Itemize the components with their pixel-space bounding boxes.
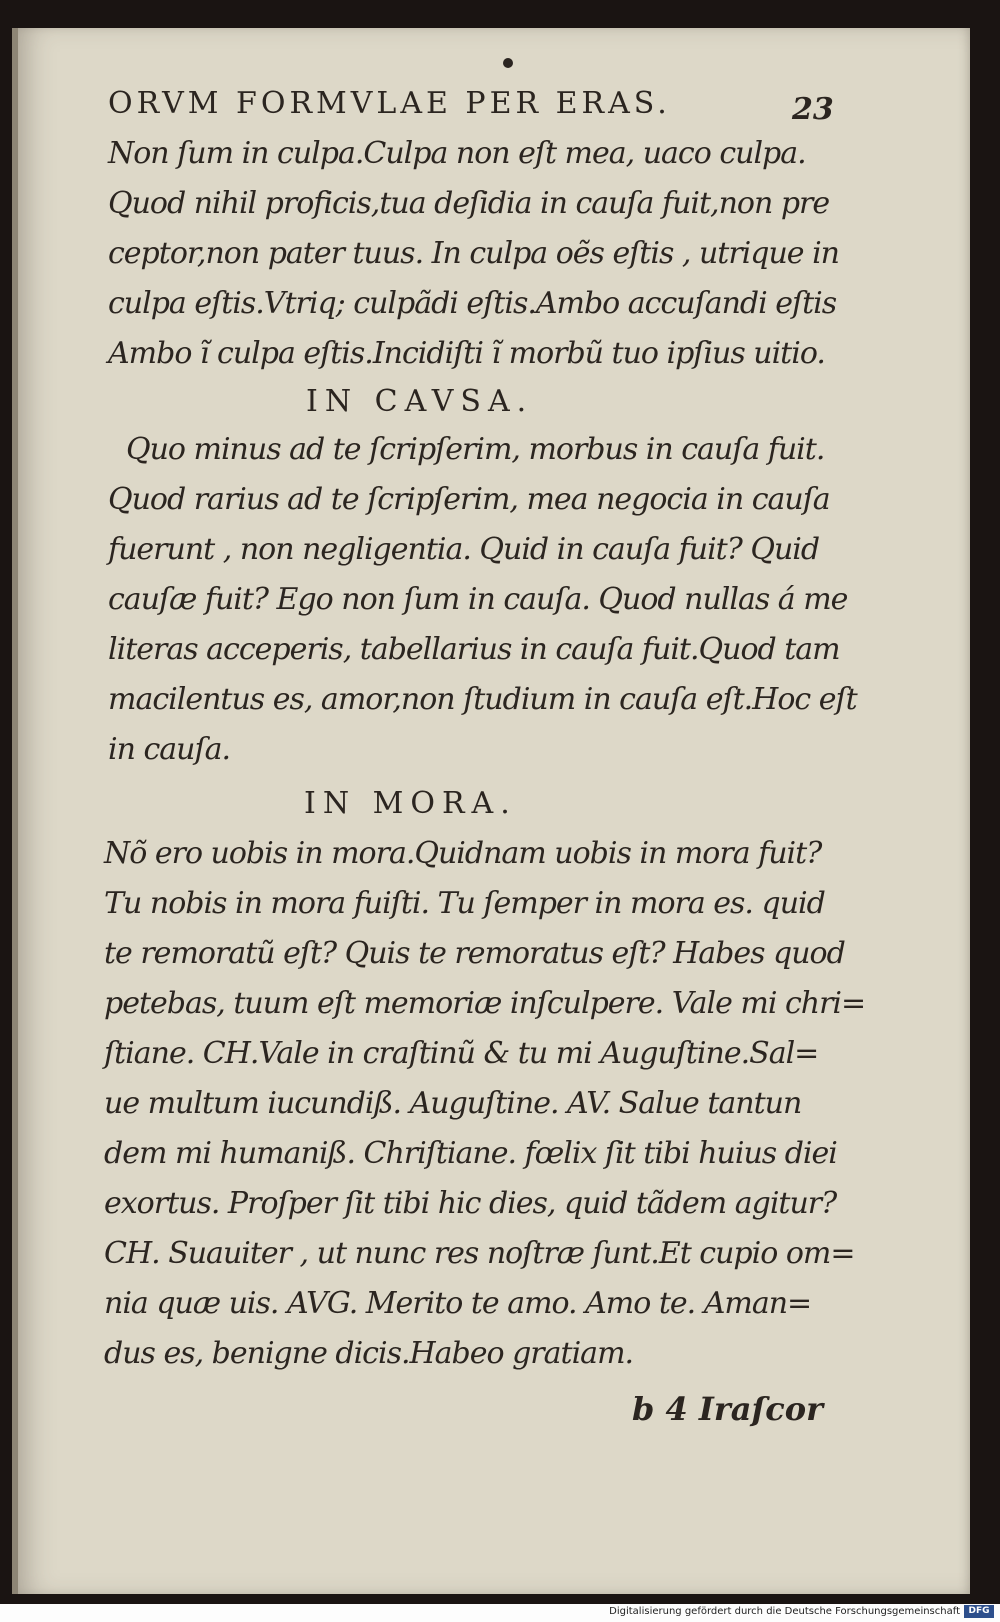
signature-catchword: b 4 Iraſcor: [632, 1390, 823, 1428]
text-line: dus es, benigne dicis.Habeo gratiam.: [104, 1336, 634, 1371]
text-line: ſtiane. CH.Vale in craſtinũ & tu mi Auguſtine.Sal=: [104, 1036, 819, 1071]
text-line: exortus. Proſper ſit tibi hic dies, quid tãdem agitur?: [104, 1186, 837, 1221]
text-line: in cauſa.: [108, 732, 230, 767]
text-line: Quod nihil proficis,tua deſidia in cauſa fuit,non pre: [108, 186, 830, 221]
text-line: petebas, tuum eſt memoriæ inſculpere. Vale mi chri=: [104, 986, 866, 1021]
text-line: literas acceperis, tabellarius in cauſa fuit.Quod tam: [108, 632, 840, 667]
text-line: macilentus es, amor,non ſtudium in cauſa eſt.Hoc eſt: [108, 682, 857, 717]
section-heading-in-causa: IN CAVSA.: [306, 384, 534, 419]
text-line: fuerunt , non negligentia. Quid in cauſa fuit? Quid: [108, 532, 820, 567]
text-line: cauſæ fuit? Ego non ſum in cauſa. Quod nullas á me: [108, 582, 848, 617]
text-line: Tu nobis in mora fuiſti. Tu ſemper in mora es. quid: [104, 886, 825, 921]
text-line: Non ſum in culpa.Culpa non eſt mea, uaco culpa.: [108, 136, 806, 171]
section-heading-in-mora: IN MORA.: [304, 786, 517, 821]
text-line: CH. Suauiter , ut nunc res noſtræ ſunt.Et cupio om=: [104, 1236, 855, 1271]
dfg-logo-badge: DFG: [964, 1605, 994, 1618]
running-title: ORVM FORMVLAE PER ERAS.: [108, 86, 671, 121]
text-line: te remoratũ eſt? Quis te remoratus eſt? Habes quod: [104, 936, 845, 971]
text-line: Quo minus ad te ſcripſerim, morbus in cauſa fuit.: [126, 432, 825, 467]
text-line: nia quæ uis. AVG. Merito te amo. Amo te. Aman=: [104, 1286, 812, 1321]
folio-number: 23: [792, 92, 834, 127]
text-line: dem mi humaniß. Chriſtiane. fœlix ſit tibi huius diei: [104, 1136, 837, 1171]
text-line: culpa eſtis.Vtriq; culpãdi eſtis.Ambo accuſandi eſtis: [108, 286, 837, 321]
footer-credit: Digitalisierung gefördert durch die Deutsche Forschungsgemeinschaft: [609, 1606, 960, 1617]
text-line: Nõ ero uobis in mora.Quidnam uobis in mora fuit?: [104, 836, 822, 871]
text-line: Ambo ĩ culpa eſtis.Incidiſti ĩ morbũ tuo ipſius uitio.: [108, 336, 825, 371]
text-line: Quod rarius ad te ſcripſerim, mea negocia in cauſa: [108, 482, 830, 517]
text-line: ue multum iucundiß. Auguſtine. AV. Salue tantun: [104, 1086, 802, 1121]
text-line: ceptor,non pater tuus. In culpa oẽs eſtis , utrique in: [108, 236, 839, 271]
